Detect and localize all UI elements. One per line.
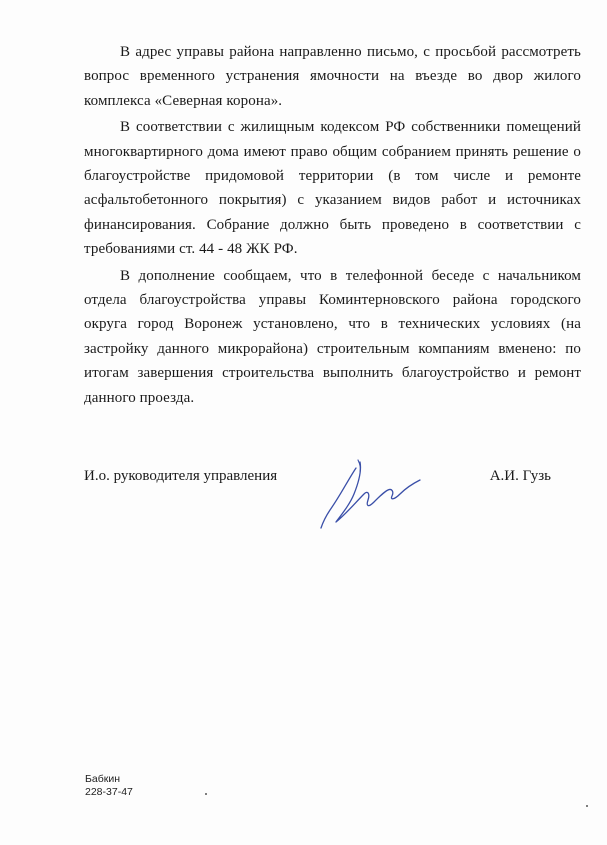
executor-name: Бабкин xyxy=(85,773,121,785)
letter-paragraph: В адрес управы района направленно письмо, с просьбой рассмотреть вопрос временного устранения ямочности на въезде во двор жилого комплекса «Северная корона». xyxy=(84,44,581,109)
signatory-name: А.И. Гузь xyxy=(489,468,551,484)
scan-speck xyxy=(205,793,207,795)
scan-speck xyxy=(586,805,588,807)
handwritten-signature xyxy=(318,458,428,536)
letter-body xyxy=(84,40,581,412)
letter-paragraph: В дополнение сообщаем, что в телефонной беседе с начальником отдела благоустройства управы Коминтерновского района городского округа город Воронеж установлено, что в технических условиях (на застройку данного микрорайона) строительным компаниям вменено: по итогам завершения строительства выполнить благоустройство и ремонт данного проезда. xyxy=(84,267,581,406)
signatory-position: И.о. руководителя управления xyxy=(84,468,278,484)
executor-info xyxy=(85,773,133,799)
signature-stroke xyxy=(321,462,420,528)
letter-paragraph: В соответствии с жилищным кодексом РФ собственники помещений многоквартирного дома имеют право общим собранием принять решение о благоустройстве придомовой территории (в том числе и ремонте асфальтобетонного покрытия) с указанием видов работ и источниках финансирования. Собрание должно быть проведено в соответствии с требованиями ст. 44 - 48 ЖК РФ. xyxy=(84,119,581,258)
executor-phone: 228-37-47 xyxy=(85,786,133,798)
